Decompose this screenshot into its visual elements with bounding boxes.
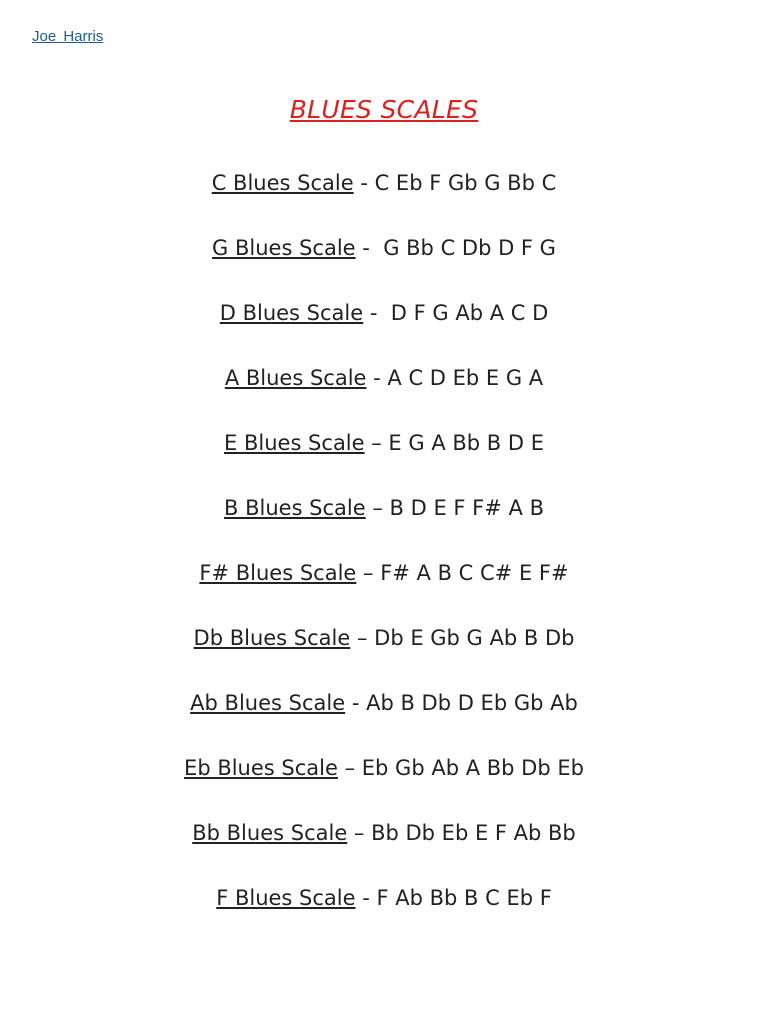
scale-separator: –: [364, 431, 389, 455]
scale-row-d: [0, 296, 768, 361]
scale-separator: –: [350, 626, 375, 650]
scale-name: Bb Blues Scale: [192, 821, 348, 845]
scale-row-d-flat: [0, 621, 768, 686]
scale-name: D Blues Scale: [219, 301, 364, 325]
scale-separator: -: [363, 301, 391, 325]
scale-row-a: [0, 361, 768, 426]
scale-row-a-flat: [0, 686, 768, 751]
page-title: BLUES SCALES: [289, 95, 479, 124]
scale-separator: –: [337, 756, 362, 780]
scale-row-b-flat: [0, 816, 768, 881]
scale-notes: A C D Eb E G A: [387, 366, 544, 390]
scale-notes: E G A Bb B D E: [388, 431, 544, 455]
scale-notes: C Eb F Gb G Bb C: [374, 171, 557, 195]
scale-name: G Blues Scale: [212, 236, 356, 260]
scale-row-b: [0, 491, 768, 556]
scale-notes: Db E Gb G Ab B Db: [374, 626, 575, 650]
scale-separator: –: [356, 561, 381, 585]
scale-row-f: [0, 881, 768, 946]
scale-name: A Blues Scale: [224, 366, 367, 390]
scale-row-c: [0, 166, 768, 231]
scale-row-f-sharp: [0, 556, 768, 621]
scale-separator: -: [355, 236, 384, 260]
scale-name: Db Blues Scale: [193, 626, 351, 650]
scale-separator: -: [353, 171, 375, 195]
scale-row-e-flat: [0, 751, 768, 816]
scale-notes: Eb Gb Ab A Bb Db Eb: [361, 756, 584, 780]
scale-name: F Blues Scale: [216, 886, 356, 910]
scale-notes: F# A B C C# E F#: [380, 561, 569, 585]
scale-notes: F Ab Bb B C Eb F: [376, 886, 552, 910]
scale-notes: Ab B Db D Eb Gb Ab: [366, 691, 578, 715]
scale-name: E Blues Scale: [224, 431, 365, 455]
author-link[interactable]: Joe Harris: [32, 28, 104, 45]
scale-separator: -: [366, 366, 388, 390]
scale-name: F# Blues Scale: [199, 561, 357, 585]
scale-name: Eb Blues Scale: [184, 756, 338, 780]
scale-notes: Bb Db Eb E F Ab Bb: [371, 821, 576, 845]
scale-notes: B D E F F# A B: [389, 496, 544, 520]
scale-separator: –: [365, 496, 390, 520]
scale-separator: -: [345, 691, 367, 715]
scale-notes: G Bb C Db D F G: [383, 236, 556, 260]
scale-separator: –: [347, 821, 372, 845]
scale-notes: D F G Ab A C D: [390, 301, 549, 325]
scale-name: B Blues Scale: [224, 496, 366, 520]
scale-list: [0, 166, 768, 946]
scale-name: Ab Blues Scale: [190, 691, 346, 715]
scale-name: C Blues Scale: [211, 171, 354, 195]
scale-row-g: [0, 231, 768, 296]
scale-separator: -: [355, 886, 377, 910]
scale-row-e: [0, 426, 768, 491]
